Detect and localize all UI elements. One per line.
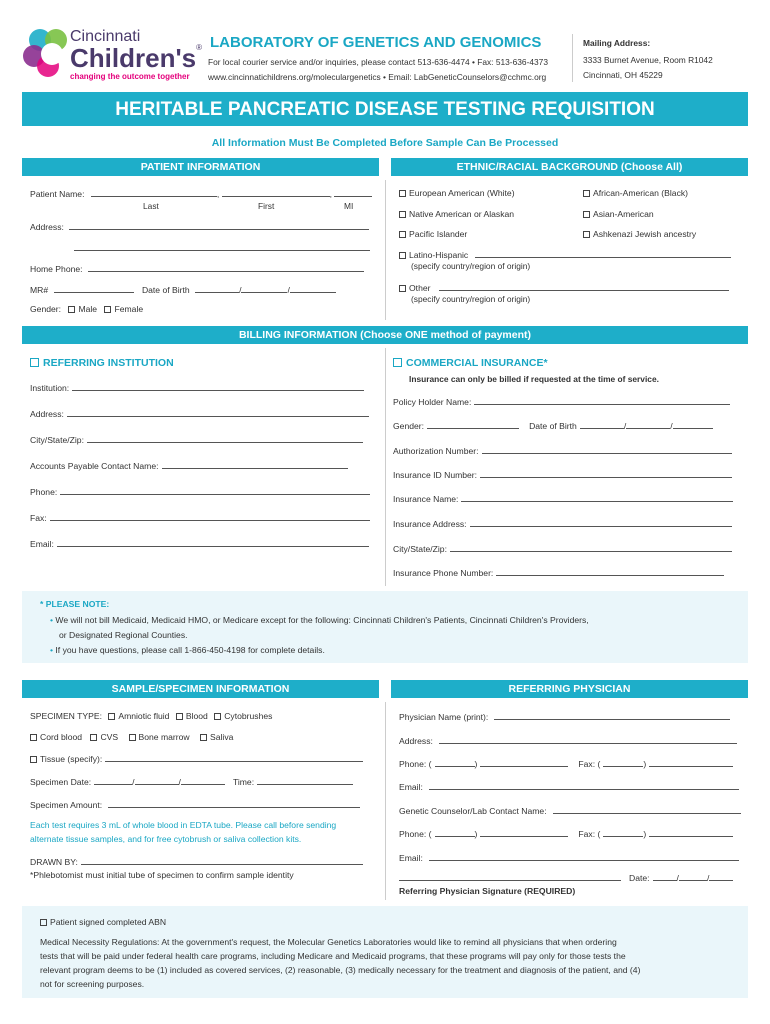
billing-email-label: Email:	[30, 539, 54, 549]
ins-dob-label: Date of Birth	[529, 421, 577, 431]
signature-caption: Referring Physician Signature (REQUIRED)	[399, 886, 576, 896]
last-caption: Last	[143, 201, 159, 211]
other-field[interactable]	[439, 282, 729, 291]
pacific-label: Pacific Islander	[409, 229, 468, 239]
african-checkbox[interactable]	[583, 190, 590, 197]
mi-field[interactable]	[334, 188, 372, 197]
bullet-icon: •	[50, 615, 54, 625]
ins-phone-label: Insurance Phone Number:	[393, 568, 494, 578]
mail-addr1: 3333 Burnet Avenue, Room R1042	[583, 55, 713, 65]
phlebotomist-note: *Phlebotomist must initial tube of specimen to confirm sample identity	[30, 870, 294, 880]
mr-label: MR#	[30, 285, 49, 295]
marrow-label: Bone marrow	[138, 732, 190, 742]
blood-label: Blood	[185, 711, 208, 721]
gc-phone-label: Phone: (	[399, 829, 432, 839]
tissue-checkbox[interactable]	[30, 756, 37, 763]
first-caption: First	[258, 201, 275, 211]
gender-label: Gender:	[30, 304, 62, 314]
gc-email-label: Email:	[399, 853, 423, 863]
billing-city-field[interactable]	[87, 434, 363, 443]
insurance-note: Insurance can only be billed if requested at the time of service.	[409, 374, 659, 384]
note-bullet-1b: or Designated Regional Counties.	[59, 630, 188, 640]
policy-holder-field[interactable]	[474, 396, 730, 405]
specimen-date-d[interactable]	[135, 776, 179, 785]
sig-date-y[interactable]	[709, 872, 733, 881]
ins-dob-year[interactable]	[673, 420, 713, 429]
tissue-field[interactable]	[105, 753, 363, 762]
physician-fax-label: Fax: (	[578, 759, 601, 769]
blood-checkbox[interactable]	[176, 713, 183, 720]
top-divider	[385, 180, 386, 320]
native-label: Native American or Alaskan	[409, 209, 515, 219]
policy-holder-label: Policy Holder Name:	[393, 397, 472, 407]
bullet-icon: •	[50, 645, 54, 655]
dob-day[interactable]	[241, 284, 287, 293]
ins-gender-field[interactable]	[427, 420, 519, 429]
home-phone-label: Home Phone:	[30, 264, 83, 274]
ashkenazi-label: Ashkenazi Jewish ancestry	[593, 229, 697, 239]
dob-label: Date of Birth	[141, 285, 190, 295]
institution-label: Institution:	[30, 383, 70, 393]
cvs-label: CVS	[100, 732, 119, 742]
cytobrushes-checkbox[interactable]	[214, 713, 221, 720]
logo-line2: Children's	[70, 43, 197, 73]
note-title: * PLEASE NOTE:	[40, 599, 110, 609]
referring-inst-checkbox[interactable]	[30, 358, 39, 367]
sig-date-m[interactable]	[653, 872, 677, 881]
ap-contact-label: Accounts Payable Contact Name:	[30, 461, 159, 471]
specimen-amount-label: Specimen Amount:	[30, 800, 103, 810]
bottom-divider	[385, 702, 386, 900]
abn-text-2: tests that will be paid under federal health care programs, including Medicare and Medicaid programs, that these programs will pay only for those tests the	[40, 951, 626, 961]
specimen-date-m[interactable]	[94, 776, 132, 785]
ins-name-label: Insurance Name:	[393, 494, 459, 504]
drawn-by-field[interactable]	[81, 856, 363, 865]
ins-city-field[interactable]	[450, 543, 732, 552]
mr-field[interactable]	[54, 284, 134, 293]
dob-year[interactable]	[290, 284, 336, 293]
physician-phone-label: Phone: (	[399, 759, 432, 769]
web-line: www.cincinnatichildrens.org/moleculargenetics • Email: LabGeneticCounselors@cchmc.org	[208, 72, 547, 82]
native-checkbox[interactable]	[399, 211, 406, 218]
pacific-checkbox[interactable]	[399, 231, 406, 238]
cytobrushes-label: Cytobrushes	[224, 711, 273, 721]
amniotic-checkbox[interactable]	[108, 713, 115, 720]
billing-phone-label: Phone:	[30, 487, 58, 497]
asian-checkbox[interactable]	[583, 211, 590, 218]
european-label: European American (White)	[409, 188, 515, 198]
address-field-1[interactable]	[69, 221, 369, 230]
other-checkbox[interactable]	[399, 285, 406, 292]
specimen-type-label: SPECIMEN TYPE:	[30, 711, 102, 721]
billing-divider	[385, 348, 386, 586]
note-bullet-2: If you have questions, please call 1-866-450-4198 for complete details.	[55, 645, 325, 655]
specimen-amount-field[interactable]	[108, 799, 360, 808]
patient-header: PATIENT INFORMATION	[22, 158, 379, 176]
billing-address-field[interactable]	[67, 408, 369, 417]
patient-name-label: Patient Name:	[30, 189, 85, 199]
specimen-date-y[interactable]	[181, 776, 225, 785]
physician-email-field[interactable]	[429, 781, 739, 790]
gc-label: Genetic Counselor/Lab Contact Name:	[399, 806, 547, 816]
logo: Cincinnati Children's® changing the outcome together	[22, 24, 197, 84]
note-bullet-1: We will not bill Medicaid, Medicaid HMO, or Medicare except for the following: Cincinnati Children's Patients, Cincinnati Children's Providers,	[55, 615, 589, 625]
physician-phone-field[interactable]	[480, 758, 568, 767]
billing-city-label: City/State/Zip:	[30, 435, 84, 445]
gc-field[interactable]	[553, 805, 741, 814]
home-phone-field[interactable]	[88, 263, 364, 272]
physician-name-label: Physician Name (print):	[399, 712, 489, 722]
latino-field[interactable]	[475, 249, 731, 258]
gc-fax-area[interactable]	[603, 828, 643, 837]
asian-label: Asian-American	[593, 209, 654, 219]
cord-label: Cord blood	[40, 732, 83, 742]
latino-checkbox[interactable]	[399, 252, 406, 259]
abn-text-4: not for screening purposes.	[40, 979, 145, 989]
ins-id-label: Insurance ID Number:	[393, 470, 478, 480]
header-divider	[572, 34, 573, 82]
tissue-label: Tissue (specify):	[40, 754, 103, 764]
marrow-checkbox[interactable]	[129, 734, 136, 741]
institution-field[interactable]	[72, 382, 364, 391]
physician-address-field[interactable]	[439, 735, 737, 744]
cvs-checkbox[interactable]	[90, 734, 97, 741]
dob-month[interactable]	[195, 284, 239, 293]
billing-email-field[interactable]	[57, 538, 369, 547]
physician-name-field[interactable]	[494, 711, 730, 720]
male-checkbox[interactable]	[68, 306, 75, 313]
physician-phone-area[interactable]	[435, 758, 475, 767]
latino-note: (specify country/region of origin)	[411, 261, 531, 271]
logo-tagline: changing the outcome together	[70, 72, 190, 81]
address-label: Address:	[30, 222, 64, 232]
auth-label: Authorization Number:	[393, 446, 479, 456]
ins-name-field[interactable]	[461, 493, 733, 502]
requirement-1: Each test requires 3 mL of whole blood in EDTA tube. Please call before sending	[30, 820, 337, 830]
ins-phone-field[interactable]	[496, 567, 724, 576]
amniotic-label: Amniotic fluid	[118, 711, 170, 721]
ins-addr-field[interactable]	[470, 518, 732, 527]
european-checkbox[interactable]	[399, 190, 406, 197]
other-label: Other	[409, 283, 431, 293]
other-note: (specify country/region of origin)	[411, 294, 531, 304]
sig-date-label: Date:	[629, 873, 650, 883]
african-label: African-American (Black)	[593, 188, 689, 198]
physician-fax-area[interactable]	[603, 758, 643, 767]
abn-label: Patient signed completed ABN	[50, 917, 167, 927]
ethnic-header: ETHNIC/RACIAL BACKGROUND (Choose All)	[391, 158, 748, 176]
saliva-checkbox[interactable]	[200, 734, 207, 741]
gc-phone-area[interactable]	[435, 828, 475, 837]
gc-fax-field[interactable]	[649, 828, 733, 837]
commercial-label: COMMERCIAL INSURANCE*	[406, 357, 548, 369]
ins-city-label: City/State/Zip:	[393, 544, 447, 554]
requirement-2: alternate tissue samples, and for free cytobrush or saliva collection kits.	[30, 834, 302, 844]
gc-fax-label: Fax: (	[578, 829, 601, 839]
logo-line1: Cincinnati	[70, 28, 141, 45]
ins-dob-day[interactable]	[626, 420, 670, 429]
physician-address-label: Address:	[399, 736, 433, 746]
abn-checkbox[interactable]	[40, 919, 47, 926]
address-field-2[interactable]	[74, 242, 370, 251]
sample-header: SAMPLE/SPECIMEN INFORMATION	[22, 680, 379, 698]
auth-field[interactable]	[482, 445, 732, 454]
cord-checkbox[interactable]	[30, 734, 37, 741]
billing-address-label: Address:	[30, 409, 64, 419]
ap-contact-field[interactable]	[162, 460, 348, 469]
physician-fax-field[interactable]	[649, 758, 733, 767]
commercial-checkbox[interactable]	[393, 358, 402, 367]
female-checkbox[interactable]	[104, 306, 111, 313]
abn-text-3: relevant program deems to be (1) included as covered services, (2) reasonable, (3) medically necessary for the treatment and diagnosis of the patient, and (4)	[40, 965, 641, 975]
time-field[interactable]	[257, 776, 353, 785]
drawn-by-label: DRAWN BY:	[30, 857, 78, 867]
mail-label: Mailing Address:	[583, 38, 651, 48]
referring-inst-label: REFERRING INSTITUTION	[43, 357, 174, 369]
ins-id-field[interactable]	[480, 469, 732, 478]
gc-email-field[interactable]	[429, 852, 739, 861]
billing-phone-field[interactable]	[60, 486, 370, 495]
last-name-field[interactable]	[91, 188, 217, 197]
abn-text-1: Medical Necessity Regulations: At the government's request, the Molecular Genetics Laboratories would like to remind all physicians that when ordering	[40, 937, 617, 947]
ins-gender-label: Gender:	[393, 421, 425, 431]
time-label: Time:	[232, 777, 255, 787]
mail-addr2: Cincinnati, OH 45229	[583, 70, 663, 80]
physician-email-label: Email:	[399, 782, 423, 792]
female-label: Female	[114, 304, 144, 314]
ins-dob-month[interactable]	[580, 420, 624, 429]
latino-label: Latino-Hispanic	[409, 250, 469, 260]
billing-fax-field[interactable]	[50, 512, 370, 521]
signature-field[interactable]	[399, 872, 621, 881]
male-label: Male	[78, 304, 98, 314]
mi-caption: MI	[344, 201, 354, 211]
gc-phone-field[interactable]	[480, 828, 568, 837]
courier-line: For local courier service and/or inquiries, please contact 513-636-4474 • Fax: 513-636-4373	[208, 57, 548, 67]
logo-mark-icon	[22, 26, 74, 82]
first-name-field[interactable]	[222, 188, 330, 197]
sig-date-d[interactable]	[679, 872, 707, 881]
billing-header: BILLING INFORMATION (Choose ONE method of payment)	[22, 326, 748, 344]
ashkenazi-checkbox[interactable]	[583, 231, 590, 238]
saliva-label: Saliva	[210, 732, 234, 742]
billing-fax-label: Fax:	[30, 513, 47, 523]
form-title: HERITABLE PANCREATIC DISEASE TESTING REQUISITION	[115, 99, 655, 120]
form-subtitle: All Information Must Be Completed Before Sample Can Be Processed	[211, 137, 559, 149]
ins-addr-label: Insurance Address:	[393, 519, 467, 529]
physician-header: REFERRING PHYSICIAN	[391, 680, 748, 698]
lab-title: LABORATORY OF GENETICS AND GENOMICS	[210, 34, 542, 51]
specimen-date-label: Specimen Date:	[30, 777, 92, 787]
